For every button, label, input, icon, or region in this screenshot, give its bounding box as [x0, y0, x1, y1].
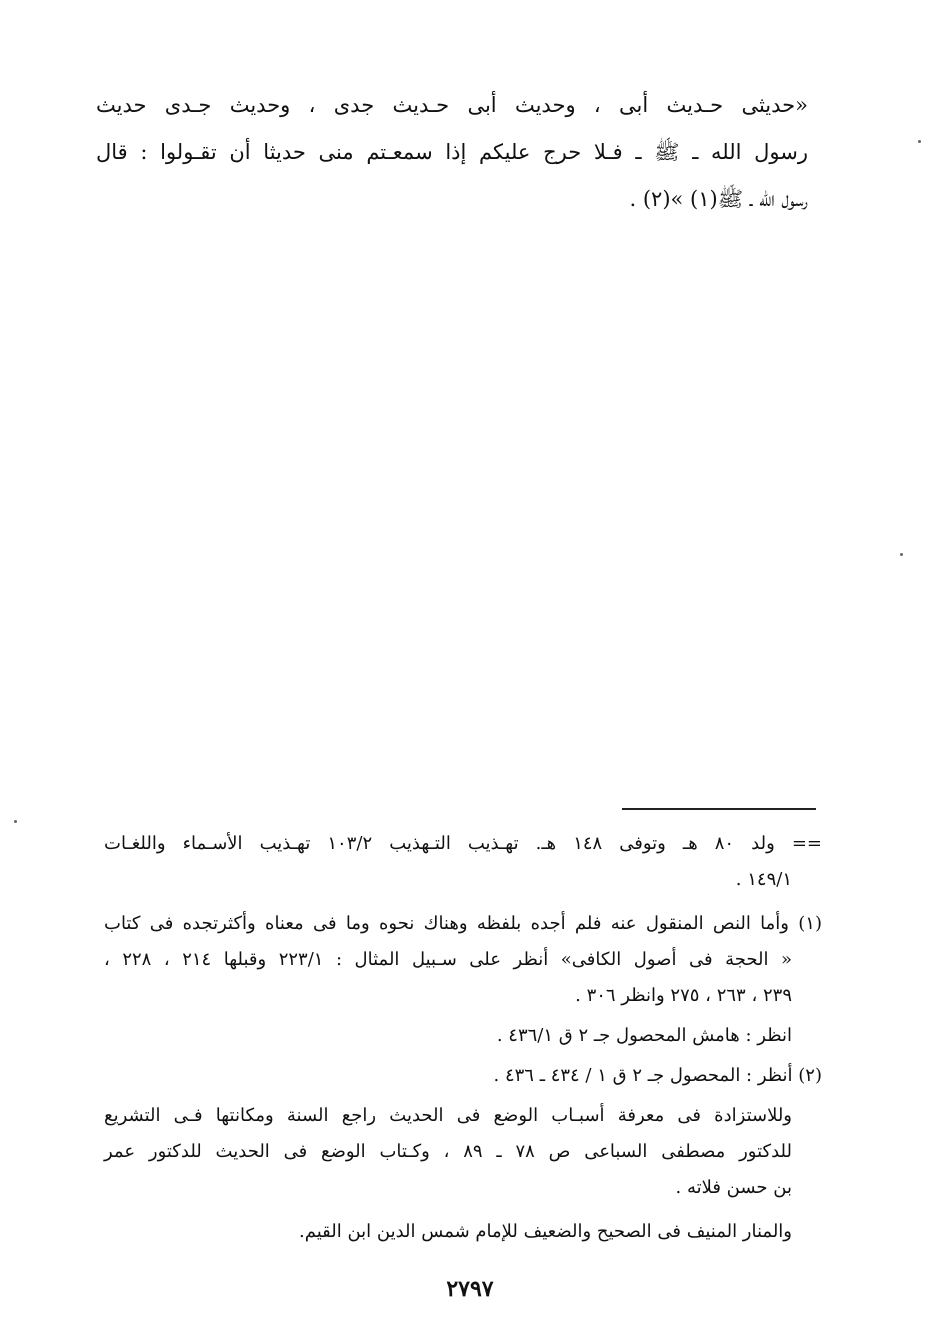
- footnote-2-line: بن حسن فلاته .: [675, 1177, 792, 1198]
- footnote-1-line: « الحجة فى أصول الكافى» أنظر على سـبيل المثال : ٢٢٣/١ وقبلها ٢١٤ ، ٢٢٨ ،: [104, 949, 792, 970]
- scan-speck: [900, 553, 903, 556]
- footnote-2-line: (٢) أنظر : المحصول جـ ٢ ق ١ / ٤٣٤ ـ ٤٣٦ .: [493, 1065, 822, 1086]
- scan-speck: [918, 140, 921, 143]
- footnote-continuation-line: == ولد ٨٠ هـ وتوفى ١٤٨ هـ. تهـذيب التـهذيب ١٠٣/٢ تهـذيب الأسـماء واللغـات: [104, 833, 822, 854]
- page-number: ٢٧٩٧: [446, 1276, 494, 1302]
- footnote-1-line: (١) وأما النص المنقول عنه فلم أجده بلفظه وهناك نحوه وما فى معناه وأكثرتجده فى كتاب: [104, 913, 822, 934]
- main-text-block: [96, 82, 808, 223]
- footnote-continuation-line: ١٤٩/١ .: [735, 869, 792, 890]
- footnote-2-line: والمنار المنيف فى الصحيح والضعيف للإمام شمس الدين ابن القيم.: [299, 1221, 792, 1242]
- main-text-line: «حديثى حـديث أبى ، وحديث أبى حـديث جدى ، وحديث جـدى حديث: [96, 93, 808, 117]
- footnote-2-line: للدكتور مصطفى السباعى ص ٧٨ ـ ٨٩ ، وكـتاب الوضع فى الحديث للدكتور عمر: [104, 1141, 792, 1162]
- footnote-2-line: وللاستزادة فى معرفة أسبـاب الوضع فى الحديث راجع السنة ومكانتها فـى التشريع: [104, 1105, 792, 1126]
- footnote-1-line: انظر : هامش المحصول جـ ٢ ق ٤٣٦/١ .: [496, 1025, 792, 1046]
- footnote-divider: [622, 808, 816, 810]
- footnote-1-line: ٢٣٩ ، ٢٦٣ ، ٢٧٥ وانظر ٣٠٦ .: [575, 985, 792, 1006]
- footnotes-section: [104, 826, 822, 1250]
- scan-speck: [14, 820, 17, 823]
- main-text-line: رسول الله ـ ﷺ ـ فـلا حرج عليكم إذا سمعـتم منى حديثا أن تقـولوا : قال: [96, 140, 808, 164]
- main-text-line: رسول الله ـ ﷺ(١) »(٢) .: [629, 187, 808, 211]
